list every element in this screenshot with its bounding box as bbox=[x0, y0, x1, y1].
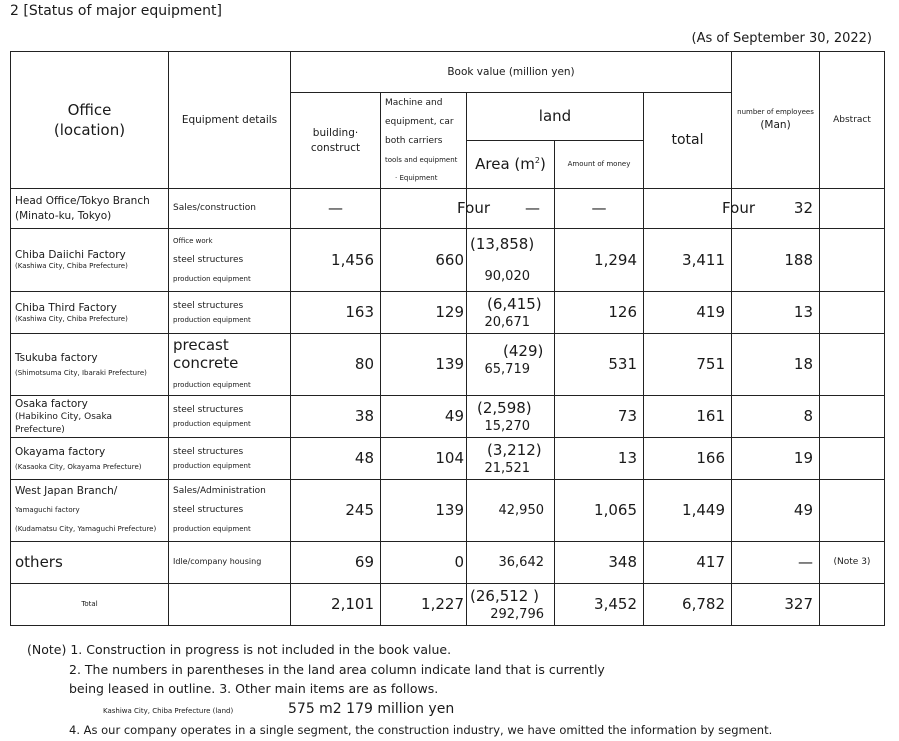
amount-cell: 348 bbox=[555, 542, 644, 584]
note-3-amount: 575 m2 179 million yen bbox=[288, 700, 455, 717]
equipment-line: steel structures bbox=[173, 404, 244, 415]
office-location: (Kashiwa City, Chiba Prefecture) bbox=[15, 262, 128, 271]
office-cell bbox=[11, 480, 169, 542]
equipment-line: Office work bbox=[173, 236, 213, 245]
total-cell: 6,782 bbox=[644, 584, 732, 626]
employees-cell: 18 bbox=[732, 334, 820, 396]
header-row-1 bbox=[11, 52, 885, 93]
table-row bbox=[11, 229, 885, 292]
total-cell bbox=[644, 189, 755, 229]
table-row bbox=[11, 292, 885, 334]
table-row bbox=[11, 396, 885, 438]
table-row bbox=[11, 438, 885, 480]
note-1: (Note) 1. Construction in progress is not included in the book value. bbox=[27, 642, 452, 657]
amount-cell: 13 bbox=[555, 438, 644, 480]
building-cell: 80 bbox=[291, 334, 381, 396]
equipment-line: precast bbox=[173, 335, 229, 354]
office-location: (Minato-ku, Tokyo) bbox=[15, 209, 112, 222]
table-row bbox=[11, 542, 885, 584]
header-office bbox=[11, 52, 169, 189]
employees-cell: 8 bbox=[732, 396, 820, 438]
land-area-cell: — bbox=[467, 189, 555, 229]
abstract-cell bbox=[820, 189, 885, 229]
header-amount: Amount of money bbox=[555, 141, 644, 189]
machine-cell: 129 bbox=[381, 292, 467, 334]
land-leased-area: (3,212) bbox=[487, 440, 542, 459]
land-area-value: 20,671 bbox=[484, 314, 530, 330]
equipment-line: production equipment bbox=[173, 315, 251, 324]
equipment-cell bbox=[169, 396, 291, 438]
land-area-cell bbox=[467, 438, 555, 480]
note-3 bbox=[27, 699, 772, 722]
employees-cell: 13 bbox=[732, 292, 820, 334]
land-area-value: 15,270 bbox=[484, 418, 530, 434]
land-area-cell bbox=[467, 396, 555, 438]
land-area-value: 292,796 bbox=[490, 606, 544, 622]
amount-cell: 1,294 bbox=[555, 229, 644, 292]
machine-cell: 104 bbox=[381, 438, 467, 480]
office-cell bbox=[11, 189, 169, 229]
header-employees-label: number of employees bbox=[737, 108, 814, 117]
header-area bbox=[467, 141, 555, 189]
abstract-cell bbox=[820, 480, 885, 542]
total-cell: 1,449 bbox=[644, 480, 732, 542]
abstract-cell bbox=[820, 438, 885, 480]
office-name: Head Office/Tokyo Branch bbox=[15, 195, 150, 208]
employees-cell: 188 bbox=[732, 229, 820, 292]
employees-cell: 49 bbox=[732, 480, 820, 542]
header-employees bbox=[732, 52, 820, 189]
header-area-sup: 2 bbox=[534, 156, 540, 166]
total-cell: 419 bbox=[644, 292, 732, 334]
office-name: Okayama factory bbox=[15, 445, 106, 458]
building-cell: 1,456 bbox=[291, 229, 381, 292]
header-machine-l2: equipment, car bbox=[385, 117, 454, 127]
total-cell: 166 bbox=[644, 438, 732, 480]
equipment-cell: Sales/construction bbox=[169, 189, 291, 229]
office-cell bbox=[11, 292, 169, 334]
land-area-cell: 42,950 bbox=[467, 480, 555, 542]
equipment-line: production equipment bbox=[173, 525, 251, 533]
land-leased-area: (6,415) bbox=[487, 294, 542, 313]
office-cell: others bbox=[11, 542, 169, 584]
employees-cell: 32 bbox=[732, 189, 820, 229]
as-of-date: (As of September 30, 2022) bbox=[691, 31, 872, 46]
page-title: 2 [Status of major equipment] bbox=[10, 3, 222, 19]
machine-cell: 660 bbox=[381, 229, 467, 292]
office-name: West Japan Branch/ bbox=[15, 485, 118, 497]
equipment-line: production equipment bbox=[173, 419, 251, 428]
header-office-label: Office bbox=[67, 100, 112, 119]
header-employees-unit: (Man) bbox=[760, 118, 791, 131]
table-row bbox=[11, 189, 885, 229]
equipment-cell: Idle/company housing bbox=[169, 542, 291, 584]
header-building-l1: building· bbox=[312, 127, 359, 140]
total-cell: 3,411 bbox=[644, 229, 732, 292]
equipment-table bbox=[10, 51, 885, 626]
office-location: (Kashiwa City, Chiba Prefecture) bbox=[15, 314, 128, 323]
machine-cell: 139 bbox=[381, 334, 467, 396]
office-cell: Total bbox=[11, 584, 169, 626]
equipment-cell bbox=[169, 292, 291, 334]
equipment-cell bbox=[169, 480, 291, 542]
header-machine bbox=[381, 93, 467, 189]
office-name: Tsukuba factory bbox=[15, 351, 98, 364]
equipment-line: production equipment bbox=[173, 274, 251, 283]
employees-cell: — bbox=[732, 542, 820, 584]
machine-cell: 0 bbox=[381, 542, 467, 584]
equipment-line: production equipment bbox=[173, 461, 251, 470]
equipment-line: steel structures bbox=[173, 505, 244, 515]
note-2b: being leased in outline. 3. Other main items are as follows. bbox=[69, 681, 439, 696]
note-4: 4. As our company operates in a single segment, the construction industry, we have omitted the information by segment. bbox=[69, 723, 773, 737]
amount-cell: — bbox=[555, 189, 644, 229]
table-row bbox=[11, 334, 885, 396]
building-cell: 69 bbox=[291, 542, 381, 584]
machine-cell: 139 bbox=[381, 480, 467, 542]
note-2a: 2. The numbers in parentheses in the land area column indicate land that is currently bbox=[69, 661, 605, 677]
equipment-line: Sales/Administration bbox=[173, 486, 266, 496]
equipment-cell bbox=[169, 229, 291, 292]
office-location: (Shimotsuma City, Ibaraki Prefecture) bbox=[15, 368, 147, 377]
machine-value: Four bbox=[457, 199, 490, 218]
header-machine-l5: · Equipment bbox=[395, 174, 438, 182]
header-land: land bbox=[467, 93, 644, 141]
land-area-cell bbox=[467, 229, 555, 292]
equipment-line: steel structures bbox=[173, 300, 244, 311]
land-area-value: 65,719 bbox=[484, 361, 530, 377]
header-equipment: Equipment details bbox=[169, 52, 291, 189]
equipment-cell bbox=[169, 334, 291, 396]
land-area-cell bbox=[467, 334, 555, 396]
amount-cell: 126 bbox=[555, 292, 644, 334]
office-location: (Habikino City, Osaka Prefecture) bbox=[15, 412, 113, 435]
header-machine-l4: tools and equipment bbox=[385, 156, 458, 164]
office-cell bbox=[11, 334, 169, 396]
office-location: (Kasaoka City, Okayama Prefecture) bbox=[15, 462, 142, 471]
table-row bbox=[11, 480, 885, 542]
machine-cell bbox=[381, 189, 490, 229]
land-area-value: 90,020 bbox=[484, 269, 530, 285]
land-leased-area: (26,512 ) bbox=[470, 586, 539, 605]
abstract-cell bbox=[820, 229, 885, 292]
building-cell: 38 bbox=[291, 396, 381, 438]
office-cell bbox=[11, 229, 169, 292]
office-cell bbox=[11, 438, 169, 480]
land-area-cell: 36,642 bbox=[467, 542, 555, 584]
header-book-value: Book value (million yen) bbox=[291, 52, 732, 93]
land-leased-area: (429) bbox=[503, 341, 544, 360]
machine-cell: 49 bbox=[381, 396, 467, 438]
header-total: total bbox=[644, 93, 732, 189]
header-building bbox=[291, 93, 381, 189]
land-leased-area: (13,858) bbox=[470, 235, 535, 254]
equipment-line: concrete bbox=[173, 353, 239, 372]
table-row-total bbox=[11, 584, 885, 626]
note-3-location: Kashiwa City, Chiba Prefecture (land) bbox=[103, 706, 234, 715]
abstract-cell bbox=[820, 292, 885, 334]
equipment-line: steel structures bbox=[173, 446, 244, 457]
building-cell: 163 bbox=[291, 292, 381, 334]
total-cell: 751 bbox=[644, 334, 732, 396]
machine-cell: 1,227 bbox=[381, 584, 467, 626]
header-area-label: Area (m bbox=[475, 155, 535, 174]
abstract-cell bbox=[820, 584, 885, 626]
amount-cell: 73 bbox=[555, 396, 644, 438]
land-area-value: 21,521 bbox=[484, 460, 530, 476]
employees-cell: 327 bbox=[732, 584, 820, 626]
building-cell: — bbox=[291, 189, 381, 229]
header-machine-l3: both carriers bbox=[385, 136, 443, 146]
office-cell bbox=[11, 396, 169, 438]
building-cell: 2,101 bbox=[291, 584, 381, 626]
header-machine-l1: Machine and bbox=[385, 98, 443, 108]
amount-cell: 531 bbox=[555, 334, 644, 396]
office-name: Chiba Third Factory bbox=[15, 301, 117, 314]
land-leased-area: (2,598) bbox=[477, 398, 532, 417]
amount-cell: 3,452 bbox=[555, 584, 644, 626]
header-location-label: (location) bbox=[53, 121, 126, 139]
building-cell: 245 bbox=[291, 480, 381, 542]
equipment-line: production equipment bbox=[173, 380, 251, 389]
header-area-close: ) bbox=[540, 155, 546, 174]
header-abstract: Abstract bbox=[820, 52, 885, 189]
land-area-cell bbox=[467, 292, 555, 334]
header-building-l2: construct bbox=[310, 141, 361, 154]
office-location: Yamaguchi factory bbox=[15, 506, 80, 514]
abstract-cell bbox=[820, 334, 885, 396]
employees-cell: 19 bbox=[732, 438, 820, 480]
total-cell: 161 bbox=[644, 396, 732, 438]
amount-cell: 1,065 bbox=[555, 480, 644, 542]
land-area-cell bbox=[467, 584, 555, 626]
building-cell: 48 bbox=[291, 438, 381, 480]
office-location-detail: (Kudamatsu City, Yamaguchi Prefecture) bbox=[15, 525, 157, 533]
equipment-cell bbox=[169, 438, 291, 480]
abstract-cell bbox=[820, 396, 885, 438]
office-name: Chiba Daiichi Factory bbox=[15, 249, 126, 262]
notes bbox=[27, 640, 772, 741]
total-value: Four bbox=[722, 199, 755, 218]
equipment-line: steel structures bbox=[173, 254, 244, 265]
abstract-cell: (Note 3) bbox=[820, 542, 885, 584]
equipment-cell bbox=[169, 584, 291, 626]
office-name: Osaka factory bbox=[15, 398, 88, 411]
total-cell: 417 bbox=[644, 542, 732, 584]
